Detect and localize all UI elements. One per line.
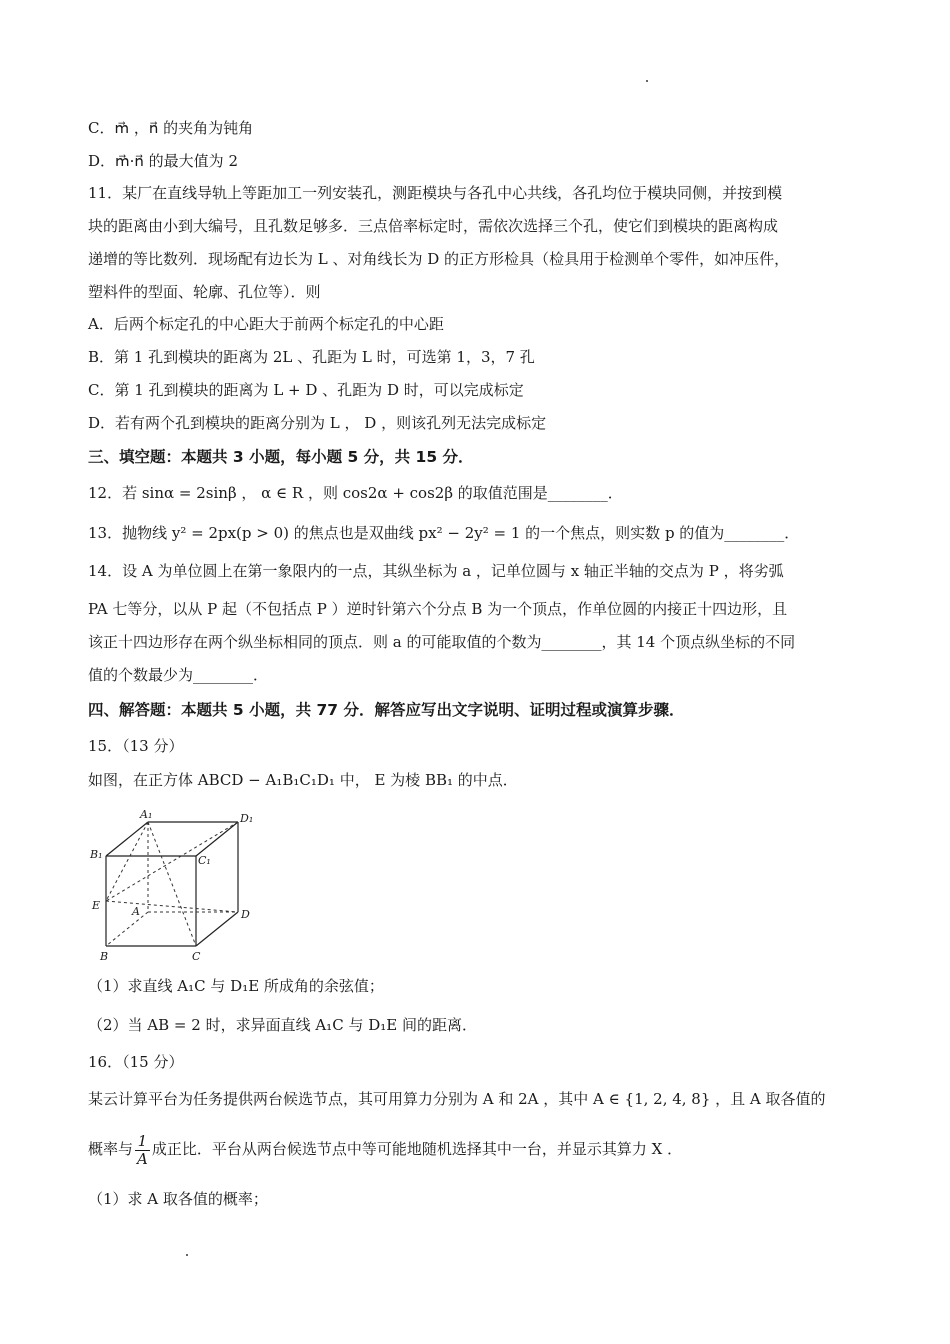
option-c-q10: C．m⃗ ，n⃗ 的夹角为钝角 [88,119,254,137]
scan-dot [186,1254,188,1256]
q16-line1: 某云计算平台为任务提供两台候选节点，其可用算力分别为 A 和 2A ，其中 A ∈ {1, 2, 4, 8} ，且 A 取各值的 [88,1090,826,1108]
q15-stem: 如图，在正方体 ABCD − A₁B₁C₁D₁ 中， E 为棱 BB₁ 的中点． [88,771,518,789]
section-4-heading: 四、解答题：本题共 5 小题，共 77 分．解答应写出文字说明、证明过程或演算步骤． [88,701,685,719]
fraction-numerator: 1 [135,1133,150,1151]
q11-option-b: B．第 1 孔到模块的距离为 2L 、孔距为 L 时，可选第 1，3，7 孔 [88,348,535,366]
label-c1: C₁ [198,854,211,867]
label-d: D [241,908,250,921]
label-b: B [100,950,109,963]
cube-figure [88,808,258,968]
q13: 13．抛物线 y² = 2px(p > 0) 的焦点也是双曲线 px² − 2y² = 1 的一个焦点，则实数 p 的值为________． [88,524,800,542]
q14-line2: PA 七等分，以从 P 起（不包括点 P ）逆时针第六个分点 B 为一个顶点，作单位圆的内接正十四边形，且 [88,600,788,618]
q16-line2-post: 成正比．平台从两台候选节点中等可能地随机选择其中一台，并显示其算力 X ． [151,1140,683,1158]
q15-part1: （1）求直线 A₁C 与 D₁E 所成角的余弦值； [88,977,384,995]
q16-line2 [88,1130,682,1168]
q14-line3: 该正十四边形存在两个纵坐标相同的顶点．则 a 的可能取值的个数为________，其 14 个顶点纵坐标的不同 [88,633,796,651]
label-b1: B₁ [90,848,103,861]
q16-part1: （1）求 A 取各值的概率； [88,1190,268,1208]
label-c: C [192,950,201,963]
fraction-1-over-a [135,1133,150,1168]
q16-line2-pre: 概率与 [88,1140,134,1158]
q11-stem-line4: 塑料件的型面、轮廓、孔位等）．则 [88,283,321,301]
q12: 12．若 sinα = 2sinβ ， α ∈ R ，则 cos2α + cos2β 的取值范围是________． [88,484,623,502]
q11-option-a: A．后两个标定孔的中心距大于前两个标定孔的中心距 [88,315,444,333]
q11-stem-line3: 递增的等比数列．现场配有边长为 L 、对角线长为 D 的正方形检具（检具用于检测单个零件，如冲压件， [88,250,790,268]
q15-part2: （2）当 AB = 2 时，求异面直线 A₁C 与 D₁E 间的距离． [88,1016,477,1034]
label-a1: A₁ [140,808,153,821]
q15-header: 15．（13 分） [88,737,184,755]
q11-option-d: D．若有两个孔到模块的距离分别为 L ， D ，则该孔列无法完成标定 [88,414,547,432]
q11-stem-line1: 11．某厂在直线导轨上等距加工一列安装孔，测距模块与各孔中心共线，各孔均位于模块同侧，并按到模 [88,184,783,202]
q14-line4: 值的个数最少为________． [88,666,269,684]
q11-stem-line2: 块的距离由小到大编号，且孔数足够多．三点倍率标定时，需依次选择三个孔，使它们到模块的距离构成 [88,217,779,235]
q14-line1: 14．设 A 为单位圆上在第一象限内的一点，其纵坐标为 a ，记单位圆与 x 轴正半轴的交点为 P ，将劣弧 [88,562,784,580]
scan-dot [646,80,648,82]
label-a: A [132,905,140,918]
label-e: E [92,899,101,912]
section-3-heading: 三、填空题：本题共 3 小题，每小题 5 分，共 15 分． [88,448,474,466]
q16-header: 16．（15 分） [88,1053,184,1071]
option-d-q10: D．m⃗·n⃗ 的最大值为 2 [88,152,238,170]
label-d1: D₁ [240,812,254,825]
fraction-denominator: A [137,1149,148,1168]
q11-option-c: C．第 1 孔到模块的距离为 L + D 、孔距为 D 时，可以完成标定 [88,381,524,399]
